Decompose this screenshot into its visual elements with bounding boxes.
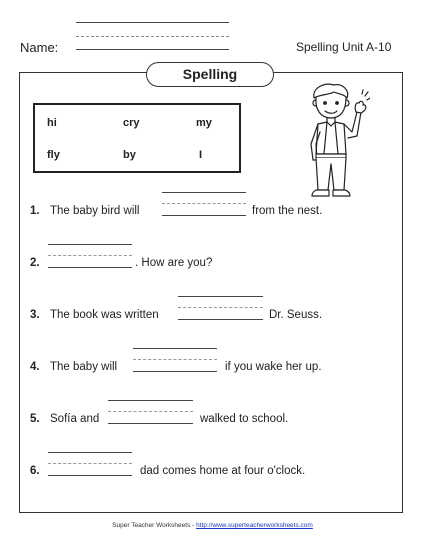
question-number: 1. xyxy=(30,205,40,217)
answer-line-guide xyxy=(48,463,132,464)
question-number: 5. xyxy=(30,413,40,425)
answer-line-guide xyxy=(108,411,193,412)
name-line-top xyxy=(76,22,229,23)
sentence-text-after: if you wake her up. xyxy=(225,361,322,373)
word-bank-word: by xyxy=(123,149,136,161)
question-number: 3. xyxy=(30,309,40,321)
word-bank-word: fly xyxy=(47,149,60,161)
word-bank-word: my xyxy=(196,117,212,129)
answer-line-guide xyxy=(48,255,132,256)
sentence-text-after: dad comes home at four o'clock. xyxy=(140,465,306,477)
sentence-text-before: The book was written xyxy=(50,309,159,321)
footer-link[interactable]: http://www.superteacherworksheets.com xyxy=(196,522,313,529)
waving-boy-illustration xyxy=(294,82,370,200)
question-number: 2. xyxy=(30,257,40,269)
answer-blank-2[interactable] xyxy=(48,267,132,268)
sentence-text-before: The baby bird will xyxy=(50,205,140,217)
name-line[interactable] xyxy=(76,49,229,50)
word-bank-word: cry xyxy=(123,117,140,129)
sentence-text-after: from the nest. xyxy=(252,205,323,217)
sentence-text-before: Sofía and xyxy=(50,413,100,425)
answer-line-top xyxy=(133,348,217,349)
unit-label: Spelling Unit A-10 xyxy=(296,40,392,54)
word-bank-word: I xyxy=(199,149,203,161)
answer-line-top xyxy=(178,296,263,297)
word-bank-word: hi xyxy=(47,117,57,129)
answer-blank-3[interactable] xyxy=(178,319,263,320)
answer-blank-6[interactable] xyxy=(48,475,132,476)
question-number: 6. xyxy=(30,465,40,477)
answer-line-top xyxy=(162,192,246,193)
question-number: 4. xyxy=(30,361,40,373)
answer-blank-1[interactable] xyxy=(162,215,246,216)
answer-line-guide xyxy=(133,359,217,360)
footer-text: Super Teacher Worksheets - xyxy=(112,522,197,529)
answer-line-guide xyxy=(178,307,263,308)
footer xyxy=(0,522,425,529)
sentence-text-after: walked to school. xyxy=(200,413,289,425)
name-line-guide xyxy=(76,36,229,37)
name-label: Name: xyxy=(20,40,59,55)
word-bank xyxy=(33,103,241,173)
answer-line-guide xyxy=(162,203,246,204)
answer-line-top xyxy=(48,244,132,245)
answer-line-top xyxy=(108,400,193,401)
answer-blank-4[interactable] xyxy=(133,371,217,372)
sentence-text-after: . How are you? xyxy=(135,257,213,269)
answer-blank-5[interactable] xyxy=(108,423,193,424)
answer-line-top xyxy=(48,452,132,453)
sentence-text-before: The baby will xyxy=(50,361,118,373)
page-title: Spelling xyxy=(146,62,274,87)
sentence-text-after: Dr. Seuss. xyxy=(269,309,323,321)
